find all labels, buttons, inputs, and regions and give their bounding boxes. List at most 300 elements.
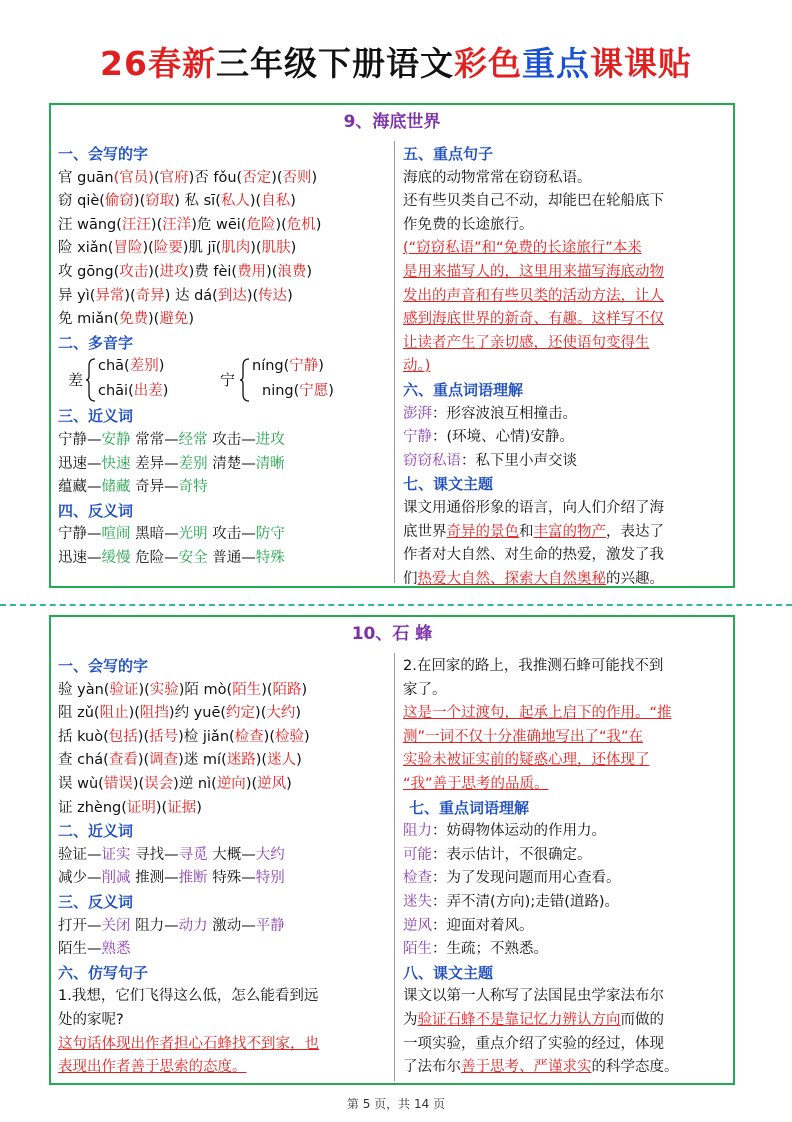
text-run: )( (261, 681, 273, 698)
text-run: 表现出作者善于思索的态度。 (58, 1059, 247, 1076)
polyphone-reading (252, 355, 324, 379)
text-run: 证明 (126, 799, 156, 816)
text-run: ) 达 dá( (164, 287, 218, 304)
text-line (58, 867, 394, 891)
text-run: 防守 (255, 526, 285, 543)
text-run: 们 (403, 570, 418, 587)
text-run: )( (128, 705, 140, 722)
lesson-10-card (49, 615, 735, 1085)
text-run: 危险— (130, 549, 179, 566)
text-run: ：表示估计，不很确定。 (432, 846, 592, 863)
text-run: 包括 (108, 728, 138, 745)
text-run: 推测— (130, 870, 179, 887)
text-run: )( (148, 311, 160, 328)
text-run: 检查 (403, 870, 432, 887)
text-run: 特别 (255, 870, 285, 887)
text-run: ：妨碍物体运动的作用力。 (432, 823, 606, 840)
text-run: 检验 (275, 728, 304, 745)
text-run: 错误 (103, 775, 133, 792)
column-divider (394, 653, 395, 1081)
text-run: ( (153, 169, 160, 186)
text-run: 特殊— (207, 870, 256, 887)
text-run: 迷路 (226, 752, 256, 769)
text-run: )迷 mí( (178, 752, 227, 769)
text-run: chā( (98, 358, 130, 375)
text-run: )( (132, 775, 145, 792)
text-run: )( (250, 240, 262, 257)
text-run: 底世界 (403, 523, 447, 540)
text-run: 了法布尔 (403, 1059, 461, 1076)
text-run: 约定 (226, 705, 256, 722)
text-run: 奇异— (130, 479, 179, 496)
text-run: 危机 (286, 216, 316, 233)
text-run: 冒险 (113, 240, 143, 257)
text-run: 攻击 (119, 263, 149, 280)
text-run: 肌肤 (261, 240, 291, 257)
text-line (58, 1033, 394, 1057)
text-run: 大约 (255, 846, 285, 863)
text-line (58, 938, 394, 962)
text-run: 课文用通俗形象的语言，向人们介绍了海 (403, 499, 664, 516)
text-run: 验证石蜂不是靠记忆力辨认方向 (417, 1011, 621, 1028)
text-line (58, 429, 394, 453)
text-run: 普通— (207, 549, 256, 566)
text-run: 激动— (207, 917, 256, 934)
antonyms-list (58, 523, 394, 570)
imitation-question (403, 655, 729, 702)
antonyms-list (58, 915, 394, 962)
text-run: 肌肉 (221, 240, 251, 257)
text-run: ：迎面对着风。 (432, 917, 534, 934)
text-run: 经常 (178, 431, 208, 448)
word-meanings (403, 820, 729, 962)
text-run: ) (296, 752, 302, 769)
text-line (58, 547, 394, 571)
text-run: )( (133, 193, 146, 210)
text-run: 减少— (58, 870, 102, 887)
text-run: 否则 (282, 169, 312, 186)
text-run: )陌 mò( (178, 681, 233, 698)
text-run: 差别 (129, 358, 159, 375)
text-line (403, 726, 729, 750)
text-run: 异常 (95, 287, 125, 304)
text-run: ) (311, 169, 318, 186)
text-line (58, 749, 394, 773)
text-run: 自私 (261, 193, 291, 210)
text-line (403, 1033, 729, 1057)
text-run: 关闭 (101, 917, 131, 934)
text-run: 查 chá( (58, 752, 109, 769)
text-line (58, 702, 394, 726)
text-run: 一项实验，重点介绍了实验的经过，体现 (403, 1035, 664, 1052)
text-line (58, 214, 394, 238)
text-run: 而做的 (620, 1011, 664, 1028)
text-run: 差异— (130, 455, 179, 472)
text-run: 削减 (101, 870, 131, 887)
lesson-10-right-column (403, 655, 729, 1080)
text-line (58, 726, 394, 750)
text-line (403, 355, 729, 379)
text-run: 的科学态度。 (591, 1059, 679, 1076)
text-run: 是用来描写人的，这里用来描写海底动物 (403, 263, 664, 280)
text-line (58, 915, 394, 939)
text-run: 免费 (119, 311, 148, 328)
text-run: )( (245, 775, 258, 792)
text-run: ) 私 sī( (174, 193, 221, 210)
text-line (403, 568, 729, 592)
lesson-9-title: 9、海底世界 (343, 112, 441, 132)
text-run: 验证 (109, 681, 139, 698)
text-run: 熟悉 (101, 941, 131, 958)
text-run: 缓慢 (101, 549, 131, 566)
text-run: 证 zhèng( (58, 799, 127, 816)
text-run: 阻力 (403, 823, 432, 840)
text-line (403, 450, 729, 474)
section-heading: 六、仿写句子 (58, 963, 149, 982)
text-line (403, 891, 729, 915)
text-run: 陌生 (403, 941, 432, 958)
text-run: ) (304, 728, 310, 745)
text-run: ) (290, 240, 297, 257)
text-run: 海底的动物常常在窃窃私语。 (403, 169, 592, 186)
text-run: 大概— (207, 846, 256, 863)
text-run: 误会 (144, 775, 174, 792)
text-run: 蕴藏— (58, 479, 102, 496)
text-run: ) (196, 799, 202, 816)
imitation-question (58, 985, 394, 1032)
text-run: 让读者产生了亲切感，还使语句变得生 (403, 334, 650, 351)
text-run: ) (301, 681, 308, 698)
text-run: )( (266, 263, 278, 280)
imitation-answer (403, 702, 729, 796)
text-run: 浪费 (277, 263, 307, 280)
text-run: 阻 zǔ( (58, 705, 100, 722)
sentence-note (403, 237, 729, 379)
text-run: 寻觅 (178, 846, 208, 863)
text-line (403, 403, 729, 427)
text-line (403, 1056, 729, 1080)
polyphone-reading (98, 380, 168, 404)
text-run: )( (249, 193, 262, 210)
text-run: 偷窃 (104, 193, 134, 210)
text-run: )( (255, 752, 268, 769)
text-line (403, 820, 729, 844)
text-run: 推断 (178, 870, 208, 887)
text-run: 逆风 (403, 917, 432, 934)
text-run: ：私下里小声交谈 (461, 452, 577, 469)
text-run: )( (124, 287, 136, 304)
text-line (403, 285, 729, 309)
text-line (58, 453, 394, 477)
text-run: ) (286, 775, 292, 792)
text-run: ) (315, 216, 322, 233)
text-run: 寻找— (130, 846, 179, 863)
text-run: 为 (403, 1011, 418, 1028)
text-run: ) (287, 287, 293, 304)
lesson-theme (403, 497, 729, 591)
section-heading: 五、重点句子 (403, 145, 494, 163)
page-footer: 第 5 页，共 14 页 (346, 1097, 446, 1111)
text-run: 作免费的长途旅行。 (403, 216, 534, 233)
text-run: 危险 (246, 216, 276, 233)
section-heading: 二、近义词 (58, 822, 134, 841)
text-run: 大约 (266, 705, 296, 722)
text-run: 官府 (159, 169, 189, 186)
text-run: 异 yì( (58, 287, 96, 304)
polyphone-block (58, 355, 394, 405)
word-meanings (403, 403, 729, 474)
text-run: 险要 (153, 240, 183, 257)
text-run: 逆向 (216, 775, 246, 792)
text-run: 实验未被证实前的疑惑心理，还体现了 (403, 752, 650, 769)
text-run: 括号 (149, 728, 179, 745)
text-run: 窃取 (145, 193, 175, 210)
text-run: 可能 (403, 846, 432, 863)
text-run: )( (137, 728, 150, 745)
text-run: 迅速— (58, 549, 102, 566)
brace-icon (86, 358, 96, 402)
section-heading: 六、重点词语理解 (403, 380, 524, 399)
text-line (58, 285, 394, 309)
lesson-10-title: 10、石 蜂 (351, 624, 433, 644)
text-run: 安全 (178, 549, 208, 566)
lesson-9-left-column (58, 143, 394, 571)
text-run: 汪 wāng( (58, 216, 122, 233)
text-run: 出差 (133, 383, 163, 400)
text-run: 陌生 (232, 681, 262, 698)
text-run: 宁静 (403, 429, 432, 446)
text-run: 宁静 (289, 358, 319, 375)
text-run: níng( (252, 358, 290, 375)
text-run: 感到海底世界的新奇、有趣。这样写不仅 (403, 311, 664, 328)
text-run: )( (155, 799, 168, 816)
polyphone-char: 差 (68, 371, 84, 390)
text-line (403, 749, 729, 773)
text-line (403, 261, 729, 285)
section-heading: 八、课文主题 (403, 963, 494, 982)
text-run: 验 yàn( (58, 681, 110, 698)
text-line (403, 237, 729, 261)
lesson-9-card (49, 103, 735, 588)
text-run: 避免 (159, 311, 189, 328)
section-heading: 七、课文主题 (403, 475, 494, 494)
text-run: 攻击— (207, 526, 256, 543)
text-line (58, 523, 394, 547)
text-run: 证据 (167, 799, 197, 816)
section-heading: 四、反义词 (58, 501, 134, 520)
text-run: 奇特 (178, 479, 208, 496)
text-line (58, 844, 394, 868)
text-line (403, 167, 729, 191)
text-run: 免 miǎn( (58, 311, 119, 328)
text-line (58, 797, 394, 821)
text-run: 还有些贝类自己不动，却能巴在轮船底下 (403, 193, 664, 210)
text-run: 费用 (237, 263, 267, 280)
text-run: 差别 (178, 455, 208, 472)
text-line (403, 332, 729, 356)
text-run: 检查 (234, 728, 264, 745)
text-line (403, 497, 729, 521)
text-run: ：(环境、心情)安静。 (432, 429, 574, 446)
text-run: 括 kuò( (58, 728, 109, 745)
text-run: 宁静— (58, 431, 102, 448)
text-run: )( (263, 728, 275, 745)
polyphone-reading (98, 355, 164, 379)
text-run: 攻击— (207, 431, 256, 448)
text-run: 迷人 (267, 752, 297, 769)
text-run: )否 fǒu( (188, 169, 243, 186)
text-run: 2.在回家的路上，我推测石蜂可能找不到 (403, 658, 664, 674)
text-run: (官员) (113, 169, 154, 186)
text-run: 课文以第一人称写了法国昆虫学家法布尔 (403, 988, 664, 1005)
text-run: 1.我想，它们飞得这么低，怎么能看到远 (58, 988, 319, 1005)
text-run: )( (137, 752, 150, 769)
text-run: )( (142, 240, 154, 257)
text-run: “我”善于思考的品质。 (403, 775, 549, 792)
text-run: 作者对大自然、对生命的热爱，激发了我 (403, 547, 664, 564)
text-line (58, 167, 394, 191)
text-run: )肌 jī( (182, 240, 222, 257)
text-run: 迅速— (58, 455, 102, 472)
text-run: 常常— (130, 431, 179, 448)
text-run: 安静 (101, 431, 131, 448)
section-heading: 一、会写的字 (58, 145, 149, 163)
text-line (403, 521, 729, 545)
text-run: 宁愿 (299, 383, 329, 400)
lesson-9-right-column (403, 143, 729, 591)
section-heading: 三、近义词 (58, 407, 134, 426)
synonyms-list (58, 429, 394, 500)
section-heading: 一、会写的字 (58, 657, 149, 675)
text-run: ) (295, 705, 302, 722)
text-run: 到达 (217, 287, 247, 304)
write-chars-list (58, 679, 394, 821)
imitation-answer (58, 1033, 394, 1080)
text-run: 储藏 (101, 479, 131, 496)
text-run: 喧闹 (101, 526, 131, 543)
text-line (403, 773, 729, 797)
text-run: 善于思考、严谨求实 (461, 1059, 592, 1076)
text-run: 陌生— (58, 941, 102, 958)
text-run: 进攻 (255, 431, 285, 448)
text-line (403, 1009, 729, 1033)
text-run: 否定 (242, 169, 272, 186)
section-heading: 七、重点词语理解 (409, 798, 530, 817)
text-run: )( (246, 287, 259, 304)
section-separator (0, 604, 792, 606)
text-line (403, 938, 729, 962)
text-run: 查看 (108, 752, 138, 769)
text-run: 奇异 (135, 287, 165, 304)
text-run: ：为了发现问题而用心查看。 (432, 870, 621, 887)
text-line (58, 476, 394, 500)
polyphone-char: 宁 (220, 371, 236, 390)
synonyms-list (58, 844, 394, 891)
text-run: )约 yuē( (168, 705, 227, 722)
section-heading: 二、多音字 (58, 333, 134, 352)
text-run: ，表达了 (606, 523, 664, 540)
text-run: 逆风 (257, 775, 287, 792)
text-line (403, 679, 729, 703)
text-run: 阻挡 (139, 705, 169, 722)
text-run: ) (162, 383, 169, 400)
text-run: 热爱大自然、探索大自然奥秘 (417, 570, 606, 587)
text-run: 窃窃私语 (403, 452, 461, 469)
brace-icon (240, 358, 250, 402)
text-run: 官 guān (58, 169, 114, 186)
text-run: )费 fèi( (188, 263, 238, 280)
text-run: 迷失 (403, 893, 432, 910)
text-run: )( (271, 169, 283, 186)
text-run: ) (188, 311, 194, 328)
polyphone-reading (262, 380, 334, 404)
text-run: 实验 (149, 681, 179, 698)
text-line (403, 308, 729, 332)
lesson-theme (403, 985, 729, 1079)
text-run: 证实 (101, 846, 131, 863)
text-run: )( (150, 216, 163, 233)
text-run: )危 wēi( (191, 216, 247, 233)
text-run: ning( (262, 383, 300, 400)
text-run: 动力 (178, 917, 208, 934)
text-run: 清楚— (207, 455, 256, 472)
text-line (403, 844, 729, 868)
text-line (58, 237, 394, 261)
text-run: 处的家呢? (58, 1011, 124, 1028)
text-line (58, 308, 394, 332)
text-line (58, 1056, 394, 1080)
text-run: 清晰 (255, 455, 285, 472)
text-line (58, 679, 394, 703)
text-run: 和 (519, 523, 534, 540)
text-line (58, 773, 394, 797)
text-run: 发出的声音和有些贝类的活动方法，让人 (403, 287, 664, 304)
text-run: 打开— (58, 917, 102, 934)
text-run: 快速 (101, 455, 131, 472)
lesson-10-left-column (58, 655, 394, 1080)
text-run: )( (255, 705, 267, 722)
text-run: ) (158, 358, 165, 375)
text-run: 汪洋 (162, 216, 192, 233)
text-run: 窃 qiè( (58, 193, 105, 210)
text-run: ) (290, 193, 296, 210)
text-run: 验证— (58, 846, 102, 863)
text-run: ) (306, 263, 313, 280)
text-run: 误 wù( (58, 775, 104, 792)
text-line (58, 985, 394, 1009)
text-line (403, 544, 729, 568)
text-run: 进攻 (159, 263, 189, 280)
text-run: 私人 (220, 193, 250, 210)
text-run: 这句话体现出作者担心石蜂找不到家，也 (58, 1035, 319, 1052)
text-run: )检 jiǎn( (178, 728, 235, 745)
column-divider (394, 141, 395, 583)
text-run: 澎湃 (403, 405, 432, 422)
text-run: )( (138, 681, 150, 698)
text-run: ) (318, 358, 324, 375)
text-run: 宁静— (58, 526, 102, 543)
text-run: )( (148, 263, 160, 280)
text-line (403, 915, 729, 939)
text-line (403, 190, 729, 214)
write-chars-list (58, 167, 394, 332)
text-run: 奇异的景色 (446, 523, 519, 540)
section-heading: 三、反义词 (58, 892, 134, 911)
text-run: 险 xiǎn( (58, 240, 114, 257)
text-run: 这是一个过渡句，起承上启下的作用。“推 (403, 705, 672, 722)
text-line (403, 985, 729, 1009)
text-run: 阻止 (99, 705, 129, 722)
